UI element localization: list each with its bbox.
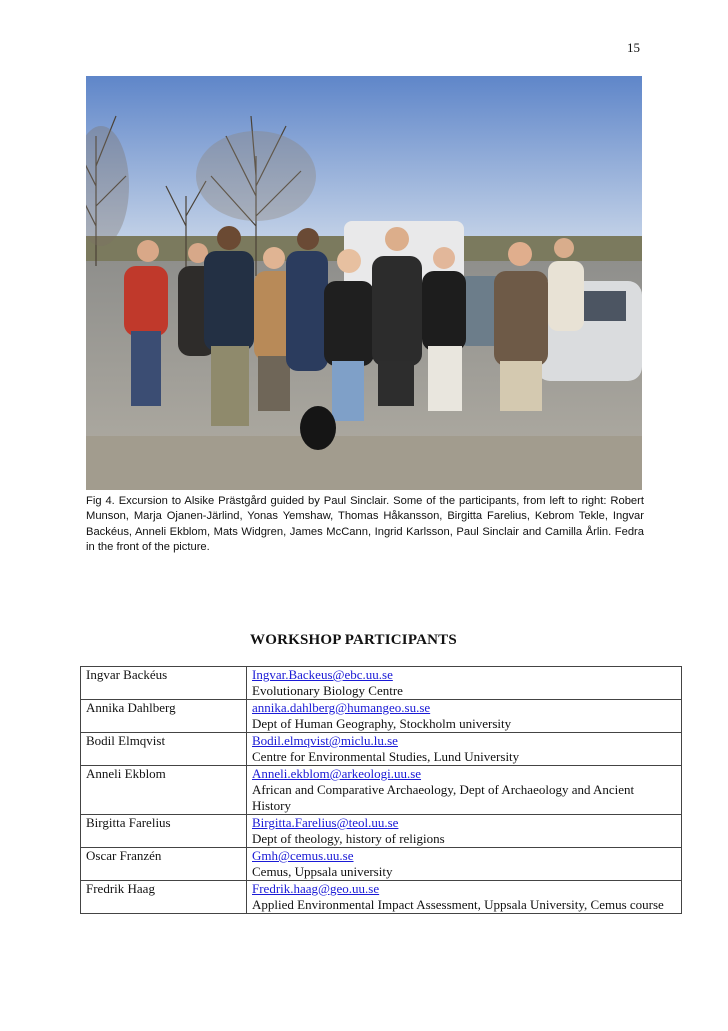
- participant-name: Ingvar Backéus: [81, 667, 247, 700]
- email-link[interactable]: Anneli.ekblom@arkeologi.uu.se: [252, 766, 422, 781]
- participant-contact: [247, 881, 682, 914]
- page-number: 15: [627, 40, 640, 55]
- participant-affiliation: Evolutionary Biology Centre: [252, 683, 403, 698]
- participant-name: Fredrik Haag: [81, 881, 247, 914]
- participant-contact: [247, 700, 682, 733]
- participant-contact: [247, 733, 682, 766]
- table-row: [81, 700, 682, 733]
- participant-name: Oscar Franzén: [81, 848, 247, 881]
- participant-contact: [247, 766, 682, 815]
- email-link[interactable]: Ingvar.Backeus@ebc.uu.se: [252, 667, 393, 682]
- participant-name: Bodil Elmqvist: [81, 733, 247, 766]
- participants-table: [80, 666, 682, 914]
- email-link[interactable]: Fredrik.haag@geo.uu.se: [252, 881, 380, 896]
- email-link[interactable]: annika.dahlberg@humangeo.su.se: [252, 700, 431, 715]
- participant-affiliation: Dept of Human Geography, Stockholm university: [252, 716, 512, 731]
- participant-name: Birgitta Farelius: [81, 815, 247, 848]
- participant-name: Anneli Ekblom: [81, 766, 247, 815]
- section-title: WORKSHOP PARTICIPANTS: [250, 632, 457, 648]
- table-row: [81, 848, 682, 881]
- participant-name: Annika Dahlberg: [81, 700, 247, 733]
- participant-contact: [247, 667, 682, 700]
- participant-affiliation: Cemus, Uppsala university: [252, 864, 393, 879]
- table-row: [81, 733, 682, 766]
- table-row: [81, 881, 682, 914]
- participant-affiliation: Centre for Environmental Studies, Lund University: [252, 749, 520, 764]
- email-link[interactable]: Birgitta.Farelius@teol.uu.se: [252, 815, 399, 830]
- email-link[interactable]: Gmh@cemus.uu.se: [252, 848, 354, 863]
- table-row: [81, 766, 682, 815]
- participant-affiliation: Applied Environmental Impact Assessment, Uppsala University, Cemus course: [252, 897, 664, 912]
- group-photo: [86, 76, 642, 490]
- figure-caption: Fig 4. Excursion to Alsike Prästgård guided by Paul Sinclair. Some of the participants, from left to right: Robert Munson, Marja Ojanen-Järlind, Yonas Yemshaw, Thomas Håkansson, Birgitta Farelius, Kebrom Tekle, Ingvar Backéus, Anneli Ekblom, Mats Widgren, James McCann, Ingrid Karlsson, Paul Sinclair and Camilla Årlin. Fedra in the front of the picture.: [86, 495, 644, 554]
- table-row: [81, 667, 682, 700]
- participant-affiliation: African and Comparative Archaeology, Dept of Archaeology and Ancient History: [252, 782, 635, 813]
- participant-affiliation: Dept of theology, history of religions: [252, 831, 445, 846]
- participant-contact: [247, 815, 682, 848]
- table-row: [81, 815, 682, 848]
- email-link[interactable]: Bodil.elmqvist@miclu.lu.se: [252, 733, 398, 748]
- participant-contact: [247, 848, 682, 881]
